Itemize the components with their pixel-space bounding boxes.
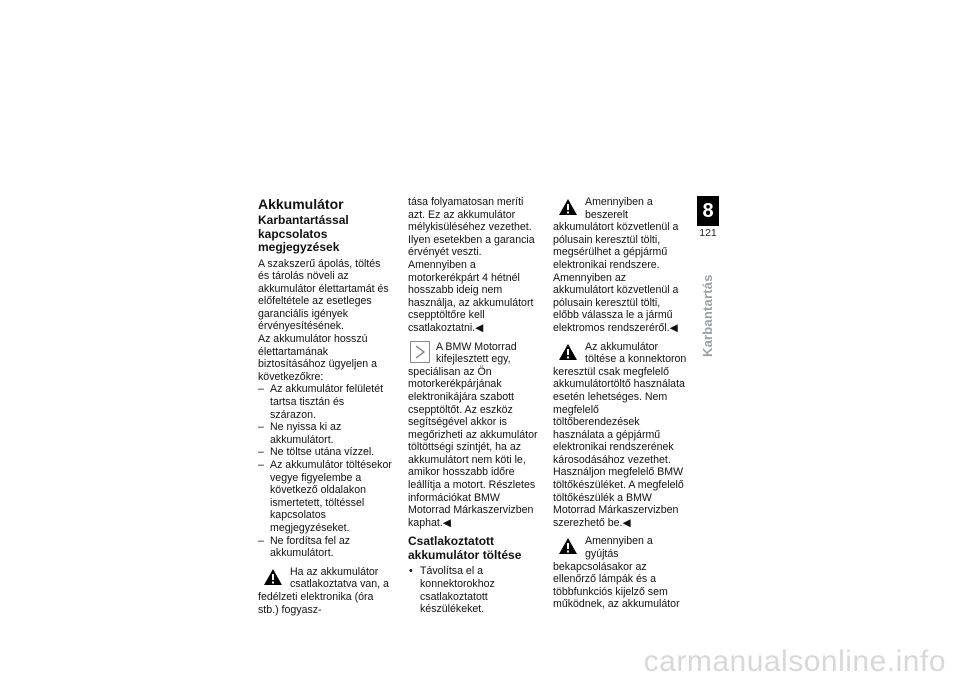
warning-text-continued: tása folyamatosan meríti azt. Ez az akkumulátor mélykisüléséhez vezethet. Ilyen esetekben a garancia érvényét veszti. (408, 196, 535, 259)
paragraph-lifetime: Az akkumulátor hosszú élettartamának biztosításához ügyeljen a következőkre: (258, 333, 377, 383)
list-item: – Az akkumulátor felületét tartsa tisztán és szárazon. (258, 383, 393, 421)
paragraph-care: A szakszerű ápolás, töltés és tárolás növeli az akkumulátor élettartamát és előfeltétele az esetleges garanciális igények érvényesítésének. (258, 257, 389, 333)
list-item: – Ne töltse utána vízzel. (258, 446, 393, 459)
warning-triangle-icon (262, 567, 284, 587)
chapter-tab (697, 196, 719, 239)
column-1 (258, 196, 393, 616)
warning-block (258, 566, 393, 616)
paragraph-disconnect: Amennyiben az akkumulátort közvetlenül a pólusain keresztül tölti, előbb válassza le a jármű elektromos rendszeréről.◀ (553, 271, 679, 334)
list-item: – Ne fordítsa fel az akkumulátort. (258, 535, 393, 560)
page-number: 121 (699, 227, 717, 239)
dash-list (258, 383, 393, 559)
warning-block (553, 341, 688, 467)
section-title: Akkumulátor (258, 196, 344, 212)
warning-triangle-icon (557, 342, 579, 362)
list-item: – Ne nyissa ki az akkumulátort. (258, 421, 393, 446)
warning-block (553, 196, 688, 272)
warning-triangle-icon (557, 536, 579, 556)
paragraph-bmw-charger: Használjon megfelelő BMW töltőkészüléket. A megfelelő töltőkészülék a BMW Motorrad Márkaszervizben szerezhető be.◀ (553, 466, 684, 529)
note-text: A BMW Motorrad kifejlesztett egy, speciálisan az Ön motorkerékpárjának elektronikájára szabott csepptöltőt. Az eszköz segítségével akkor is megőrizheti az akkumulátor töltöttségi szintjét, ha az akkumulátort nem köti le, amikor hosszabb időre leállítja a motort. Részletes információkat BMW Motorrad Márkaszervizben kaphat.◀ (408, 340, 538, 529)
note-arrow-icon (410, 341, 430, 363)
list-item: – Az akkumulátor töltésekor vegye figyelembe a következő oldalakon ismertetett, töltéssel kapcsolatos megjegyzéseket. (258, 459, 393, 535)
watermark: carmanualsonline.info (643, 645, 946, 678)
chapter-label: Karbantartás (700, 274, 715, 357)
warning-text: Amennyiben a gyújtás bekapcsolásakor az ellenőrző lámpák és a többfunkciós kijelző sem működnek, az akkumulátor (553, 535, 680, 611)
warning-triangle-icon (557, 197, 579, 217)
note-block (408, 341, 543, 530)
subsection-title-charging: Csatlakoztatott akkumulátor töltése (408, 534, 522, 562)
bullet-list (408, 565, 543, 615)
warning-text: Ha az akkumulátor csatlakoztatva van, a fedélzeti elektronika (óra stb.) fogyasz- (258, 565, 389, 616)
chapter-number: 8 (697, 196, 719, 226)
column-2 (408, 196, 543, 616)
list-item: • Távolítsa el a konnektorokhoz csatlakoztatott készülékeket. (408, 565, 543, 615)
warning-text: Az akkumulátor töltése a konnektoron keresztül csak megfelelő akkumulátortöltő használata esetén lehetséges. Nem megfelelő töltőberendezések használata a gépjármű elektronikai rendszerének károsodásához vezethet. (553, 340, 687, 466)
subsection-title-maintenance: Karbantartással kapcsolatos megjegyzések (258, 213, 349, 254)
column-3 (553, 196, 688, 611)
warning-text: Amennyiben a beszerelt akkumulátort közvetlenül a pólusain keresztül tölti, megsérülhet a gépjármű elektronikai rendszere. (553, 196, 679, 271)
paragraph-trickle-charger: Amennyiben a motorkerékpárt 4 hétnél hosszabb ideig nem használja, az akkumulátort csepptöltőre kell csatlakoztatni.◀ (408, 258, 534, 334)
warning-block (553, 535, 688, 611)
